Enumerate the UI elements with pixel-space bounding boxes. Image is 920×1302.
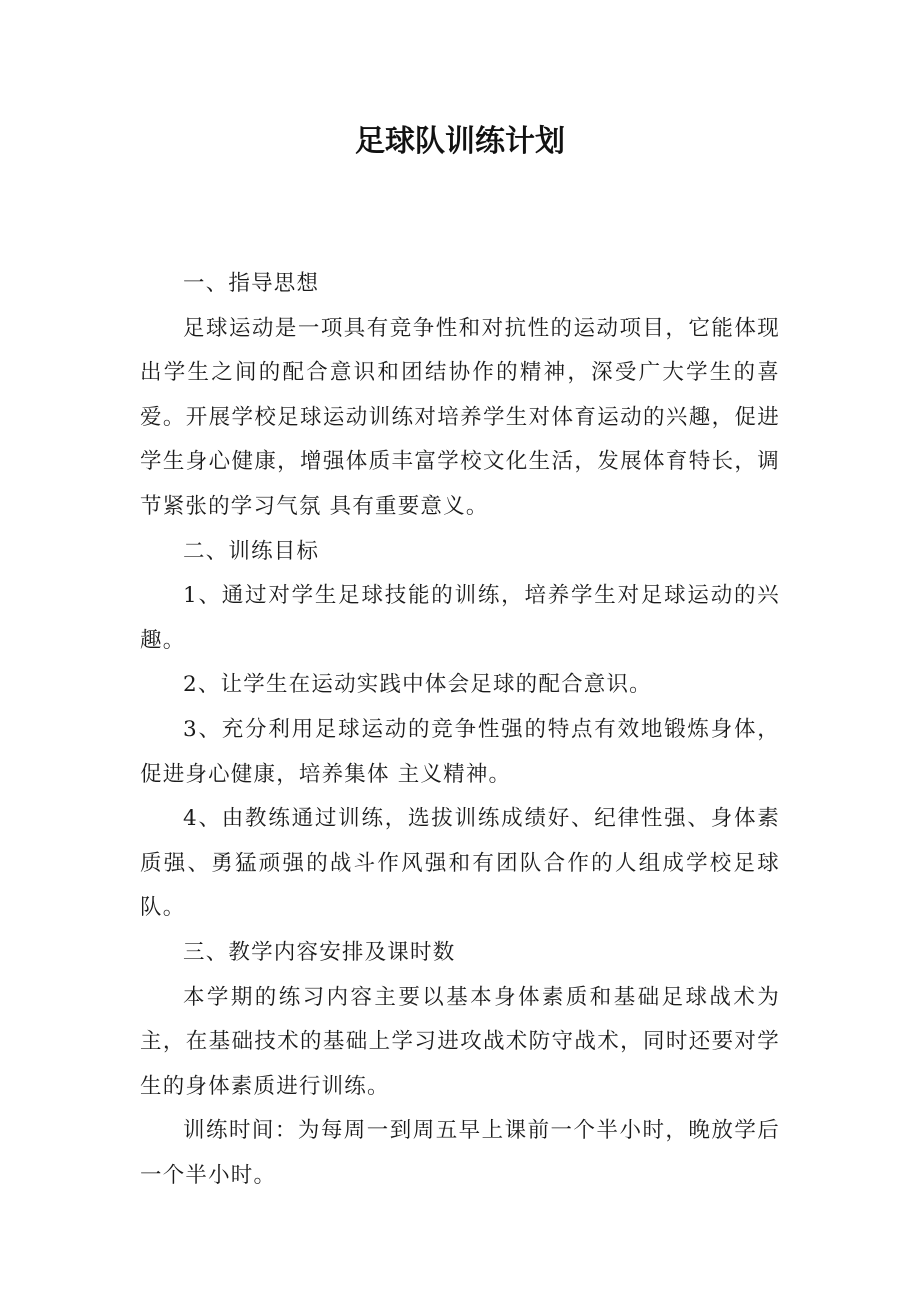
- section-heading-teaching-content: 三、教学内容安排及课时数: [183, 939, 456, 965]
- paragraph-training-time: 训练时间：为每周一到周五早上课前一个半小时，晚放学后一个半小时。: [140, 1118, 780, 1188]
- paragraph-goal-2: 2、让学生在运动实践中体会足球的配合意识。: [183, 672, 652, 698]
- section-heading-guiding-ideology: 一、指导思想: [183, 271, 320, 296]
- paragraph-goal-3: 3、充分利用足球运动的竞争性强的特点有效地锻炼身体，促进身心健康，培养集体 主义精神。: [140, 716, 780, 787]
- paragraph-goal-4: 4、由教练通过训练，选拔训练成绩好、纪律性强、身体素质强、勇猛顽强的战斗作风强和有团队合作的人组成学校足球队。: [140, 806, 780, 921]
- paragraph-teaching-content: 本学期的练习内容主要以基本身体素质和基础足球战术为主，在基础技术的基础上学习进攻战术防守战术，同时还要对学生的身体素质进行训练。: [140, 984, 780, 1099]
- section-heading-training-goals: 二、训练目标: [183, 538, 320, 564]
- document-body: [140, 262, 780, 1198]
- paragraph-goal-1: 1、通过对学生足球技能的训练，培养学生对足球运动的兴趣。: [140, 583, 780, 653]
- paragraph-guiding-ideology: 足球运动是一项具有竞争性和对抗性的运动项目，它能体现出学生之间的配合意识和团结协作的精神，深受广大学生的喜爱。开展学校足球运动训练对培养学生对体育运动的兴趣，促进学生身心健康，增强体质丰富学校文化生活，发展体育特长，调节紧张的学习气氛 具有重要意义。: [140, 315, 780, 519]
- document-title: 足球队训练计划: [355, 124, 565, 159]
